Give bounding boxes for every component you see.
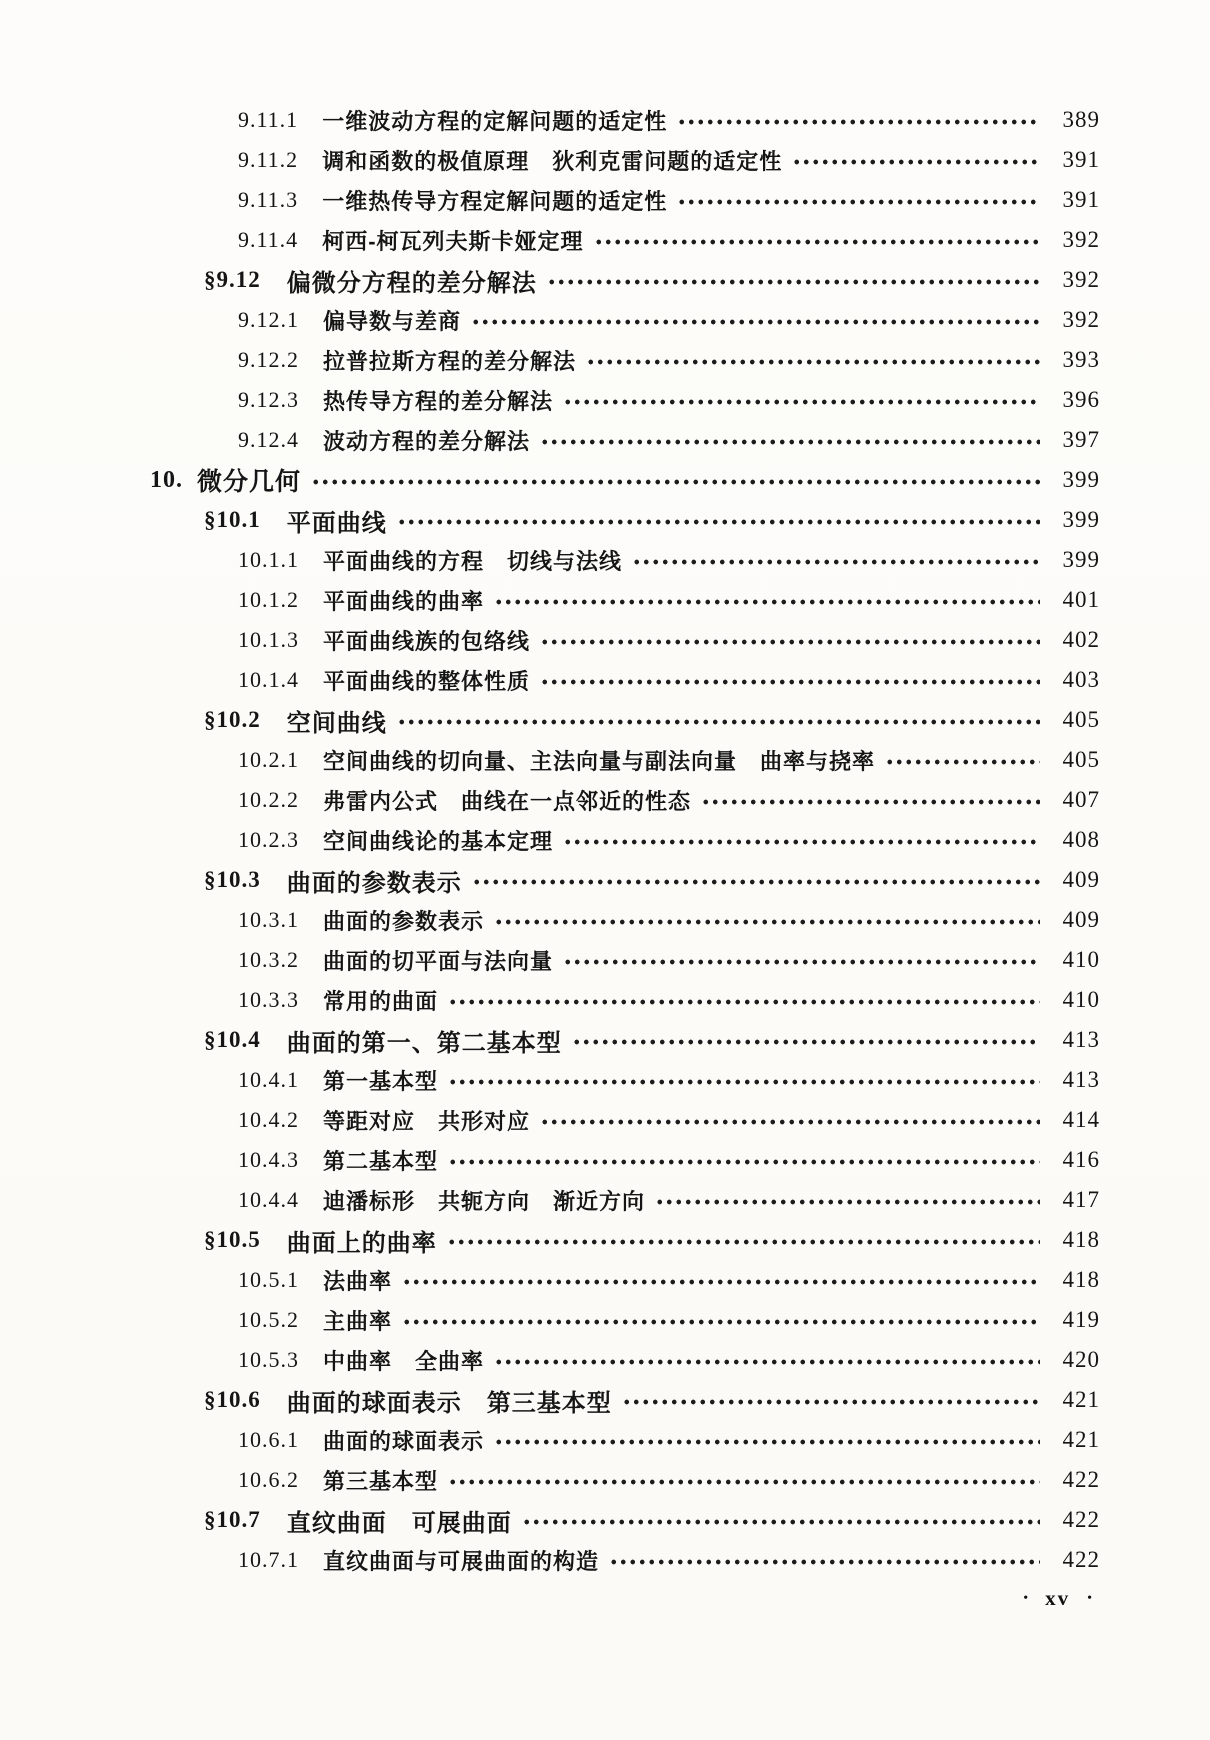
toc-entry-number: 9.12.2	[238, 347, 299, 372]
toc-entry	[0, 980, 1100, 1020]
toc-entry-title: 迪潘标形 共轭方向 渐近方向	[323, 1188, 646, 1214]
footer-left-bullet-icon: •	[1023, 1590, 1029, 1606]
toc-entry-page: 397	[1062, 427, 1100, 452]
toc-entry-number: 10.4.2	[238, 1107, 299, 1132]
toc-entry-title: 调和函数的极值原理 狄利克雷问题的适定性	[322, 148, 783, 174]
toc-entry-title: 空间曲线	[286, 709, 387, 737]
toc-entry-title: 平面曲线的方程 切线与法线	[323, 548, 623, 574]
toc-entry-page: 402	[1062, 627, 1100, 652]
toc-entry-page: 405	[1062, 747, 1100, 772]
toc-entry-number: §10.4	[204, 1027, 261, 1052]
toc-entry	[0, 700, 1100, 740]
toc-entry	[0, 420, 1100, 460]
dotted-leader	[397, 500, 1040, 540]
dotted-leader	[572, 1020, 1040, 1060]
dotted-leader	[522, 1500, 1040, 1540]
toc-entry-number: 10.2.3	[238, 827, 299, 852]
dotted-leader	[402, 1300, 1040, 1340]
toc-entry-page: 421	[1062, 1387, 1100, 1412]
toc-entry	[0, 1340, 1100, 1380]
toc-entry	[0, 1140, 1100, 1180]
toc-entry-page: 401	[1062, 587, 1100, 612]
dotted-leader	[447, 1220, 1040, 1260]
toc-entry	[0, 500, 1100, 540]
toc-entry-title: 平面曲线的整体性质	[323, 668, 531, 694]
toc-entry-number: 9.11.4	[238, 227, 299, 252]
toc-entry-title: 第二基本型	[323, 1148, 439, 1174]
dotted-leader	[563, 940, 1040, 980]
toc-entry	[0, 1180, 1100, 1220]
dotted-leader	[609, 1540, 1040, 1580]
toc-entry-number: §10.5	[204, 1227, 261, 1252]
dotted-leader	[448, 980, 1040, 1020]
toc-entry	[0, 1060, 1100, 1100]
dotted-leader	[540, 620, 1040, 660]
toc-entry	[0, 540, 1100, 580]
toc-entry-number: §9.12	[204, 267, 261, 292]
toc-entry-page: 391	[1062, 187, 1100, 212]
toc-entry-title: 弗雷内公式 曲线在一点邻近的性态	[323, 788, 692, 814]
toc-entry-page: 399	[1062, 507, 1100, 532]
toc-entry-title: 中曲率 全曲率	[323, 1348, 485, 1374]
toc-entry	[0, 380, 1100, 420]
toc-entry-title: 一维热传导方程定解问题的适定性	[322, 188, 668, 214]
toc-entry-page: 422	[1062, 1507, 1100, 1532]
toc-entry-number: 10.5.2	[238, 1307, 299, 1332]
toc-entry-number: 10.1.2	[238, 587, 299, 612]
toc-entry-title: 偏导数与差商	[323, 308, 462, 334]
toc-entry-page: 413	[1062, 1027, 1100, 1052]
toc-entry	[0, 340, 1100, 380]
toc-entry-title: 常用的曲面	[323, 988, 439, 1014]
toc-entry-page: 405	[1062, 707, 1100, 732]
toc-entry-number: 10.	[150, 466, 183, 493]
toc-entry	[0, 820, 1100, 860]
toc-entry-title: 微分几何	[197, 468, 302, 496]
toc-entry-number: 10.5.1	[238, 1267, 299, 1292]
toc-entry-number: 10.6.1	[238, 1427, 299, 1452]
toc-entry-number: 10.6.2	[238, 1467, 299, 1492]
toc-entry	[0, 1420, 1100, 1460]
toc-entry-title: 偏微分方程的差分解法	[286, 269, 537, 297]
dotted-leader	[494, 1340, 1040, 1380]
toc-entry-title: 主曲率	[323, 1308, 393, 1334]
toc-entry-title: 空间曲线论的基本定理	[323, 828, 554, 854]
dotted-leader	[448, 1140, 1040, 1180]
toc-entry	[0, 260, 1100, 300]
toc-entry-page: 392	[1062, 227, 1100, 252]
toc-entry-page: 416	[1062, 1147, 1100, 1172]
dotted-leader	[402, 1260, 1040, 1300]
toc-entry-title: 第三基本型	[323, 1468, 439, 1494]
toc-entry	[0, 220, 1100, 260]
toc-entry	[0, 1100, 1100, 1140]
dotted-leader	[677, 180, 1040, 220]
toc-entry-page: 393	[1062, 347, 1100, 372]
toc-entry-page: 409	[1062, 907, 1100, 932]
toc-entry-number: 10.3.3	[238, 987, 299, 1012]
dotted-leader	[397, 700, 1040, 740]
toc-entry-number: 10.4.1	[238, 1067, 299, 1092]
toc-entry-number: 10.1.3	[238, 627, 299, 652]
toc-entry	[0, 1500, 1100, 1540]
toc-entry-title: 热传导方程的差分解法	[323, 388, 554, 414]
toc-entry	[0, 860, 1100, 900]
toc-entry	[0, 1220, 1100, 1260]
toc-entry-page: 396	[1062, 387, 1100, 412]
toc-entry-page: 418	[1062, 1227, 1100, 1252]
toc-entry-number: 10.1.1	[238, 547, 299, 572]
dotted-leader	[311, 460, 1040, 500]
dotted-leader	[563, 820, 1040, 860]
toc-entry	[0, 780, 1100, 820]
toc-entry-title: 第一基本型	[323, 1068, 439, 1094]
dotted-leader	[594, 220, 1040, 260]
toc-entry-page: 403	[1062, 667, 1100, 692]
toc-entry-title: 平面曲线	[286, 509, 387, 537]
dotted-leader	[655, 1180, 1040, 1220]
toc-entry	[0, 620, 1100, 660]
toc-entry-number: 9.11.2	[238, 147, 299, 172]
toc-entry-title: 曲面的参数表示	[323, 908, 485, 934]
toc-entry-page: 419	[1062, 1307, 1100, 1332]
toc-entry	[0, 1260, 1100, 1300]
toc-entry-number: 10.3.1	[238, 907, 299, 932]
toc-entry-page: 391	[1062, 147, 1100, 172]
toc-entry	[0, 1020, 1100, 1060]
toc-entry-title: 曲面的参数表示	[286, 869, 462, 897]
dotted-leader	[632, 540, 1040, 580]
toc-entry-number: 10.5.3	[238, 1347, 299, 1372]
toc-entry	[0, 1460, 1100, 1500]
dotted-leader	[471, 300, 1040, 340]
dotted-leader	[622, 1380, 1040, 1420]
toc-entry	[0, 460, 1100, 500]
toc-entry-page: 410	[1062, 987, 1100, 1012]
dotted-leader	[563, 380, 1040, 420]
toc-entry	[0, 940, 1100, 980]
toc-entry-page: 410	[1062, 947, 1100, 972]
dotted-leader	[885, 740, 1040, 780]
dotted-leader	[448, 1460, 1040, 1500]
dotted-leader	[540, 1100, 1040, 1140]
toc-entry-page: 408	[1062, 827, 1100, 852]
toc-entry	[0, 1300, 1100, 1340]
dotted-leader	[547, 260, 1040, 300]
toc-entry-number: 10.3.2	[238, 947, 299, 972]
toc-entry-page: 399	[1062, 467, 1100, 492]
toc-entry-title: 平面曲线的曲率	[323, 588, 485, 614]
toc-entry	[0, 180, 1100, 220]
toc-entry	[0, 1540, 1100, 1580]
toc-entry-title: 曲面的切平面与法向量	[323, 948, 554, 974]
toc-entry-page: 392	[1062, 307, 1100, 332]
dotted-leader	[701, 780, 1040, 820]
toc-entry	[0, 1380, 1100, 1420]
toc-entry-number: 10.1.4	[238, 667, 299, 692]
toc-entry-number: §10.2	[204, 707, 261, 732]
toc-entry-page: 421	[1062, 1427, 1100, 1452]
toc-entry-page: 399	[1062, 547, 1100, 572]
toc-entry-number: 9.11.1	[238, 107, 299, 132]
toc-entry	[0, 660, 1100, 700]
toc-entry-number: 9.12.1	[238, 307, 299, 332]
page-footer	[1023, 1586, 1092, 1611]
toc-entry-number: 10.2.1	[238, 747, 299, 772]
toc-entry-title: 曲面的第一、第二基本型	[286, 1029, 562, 1057]
toc-entry	[0, 580, 1100, 620]
toc-entry-title: 等距对应 共形对应	[323, 1108, 531, 1134]
toc-entry-title: 柯西-柯瓦列夫斯卡娅定理	[322, 228, 584, 254]
dotted-leader	[586, 340, 1040, 380]
toc-entry-title: 法曲率	[323, 1268, 393, 1294]
toc-entry-number: 10.7.1	[238, 1547, 299, 1572]
toc-entry-page: 420	[1062, 1347, 1100, 1372]
toc-entry-page: 422	[1062, 1467, 1100, 1492]
toc-entry-number: 10.4.3	[238, 1147, 299, 1172]
toc-entry	[0, 300, 1100, 340]
dotted-leader	[448, 1060, 1040, 1100]
toc-entry-title: 空间曲线的切向量、主法向量与副法向量 曲率与挠率	[323, 748, 876, 774]
dotted-leader	[494, 900, 1040, 940]
dotted-leader	[494, 1420, 1040, 1460]
dotted-leader	[540, 660, 1040, 700]
toc-entry-number: §10.7	[204, 1507, 261, 1532]
toc-list	[0, 100, 1100, 1580]
toc-entry-title: 直纹曲面与可展曲面的构造	[323, 1548, 600, 1574]
toc-entry-number: 9.12.4	[238, 427, 299, 452]
toc-entry-number: §10.6	[204, 1387, 261, 1412]
toc-entry-title: 曲面的球面表示	[323, 1428, 485, 1454]
toc-entry-number: §10.3	[204, 867, 261, 892]
toc-entry-page: 389	[1062, 107, 1100, 132]
toc-entry	[0, 740, 1100, 780]
toc-entry	[0, 140, 1100, 180]
toc-entry-page: 392	[1062, 267, 1100, 292]
toc-entry-page: 409	[1062, 867, 1100, 892]
toc-entry-title: 拉普拉斯方程的差分解法	[323, 348, 577, 374]
dotted-leader	[494, 580, 1040, 620]
toc-entry-number: 10.4.4	[238, 1187, 299, 1212]
toc-entry-title: 波动方程的差分解法	[323, 428, 531, 454]
toc-entry-page: 422	[1062, 1547, 1100, 1572]
dotted-leader	[677, 100, 1040, 140]
toc-entry-title: 平面曲线族的包络线	[323, 628, 531, 654]
toc-entry-page: 418	[1062, 1267, 1100, 1292]
toc-entry-number: 10.2.2	[238, 787, 299, 812]
toc-entry-number: 9.12.3	[238, 387, 299, 412]
toc-entry-title: 直纹曲面 可展曲面	[286, 1509, 512, 1537]
toc-entry-page: 414	[1062, 1107, 1100, 1132]
toc-entry-page: 413	[1062, 1067, 1100, 1092]
dotted-leader	[792, 140, 1040, 180]
toc-entry-number: 9.11.3	[238, 187, 299, 212]
toc-entry-number: §10.1	[204, 507, 261, 532]
toc-entry-title: 一维波动方程的定解问题的适定性	[322, 108, 668, 134]
toc-entry-page: 417	[1062, 1187, 1100, 1212]
toc-entry-title: 曲面上的曲率	[286, 1229, 437, 1257]
toc-entry	[0, 100, 1100, 140]
toc-entry	[0, 900, 1100, 940]
dotted-leader	[540, 420, 1040, 460]
dotted-leader	[472, 860, 1040, 900]
footer-right-bullet-icon: •	[1087, 1590, 1092, 1606]
toc-entry-title: 曲面的球面表示 第三基本型	[286, 1389, 612, 1417]
footer-page-number: xv	[1045, 1586, 1071, 1610]
toc-entry-page: 407	[1062, 787, 1100, 812]
